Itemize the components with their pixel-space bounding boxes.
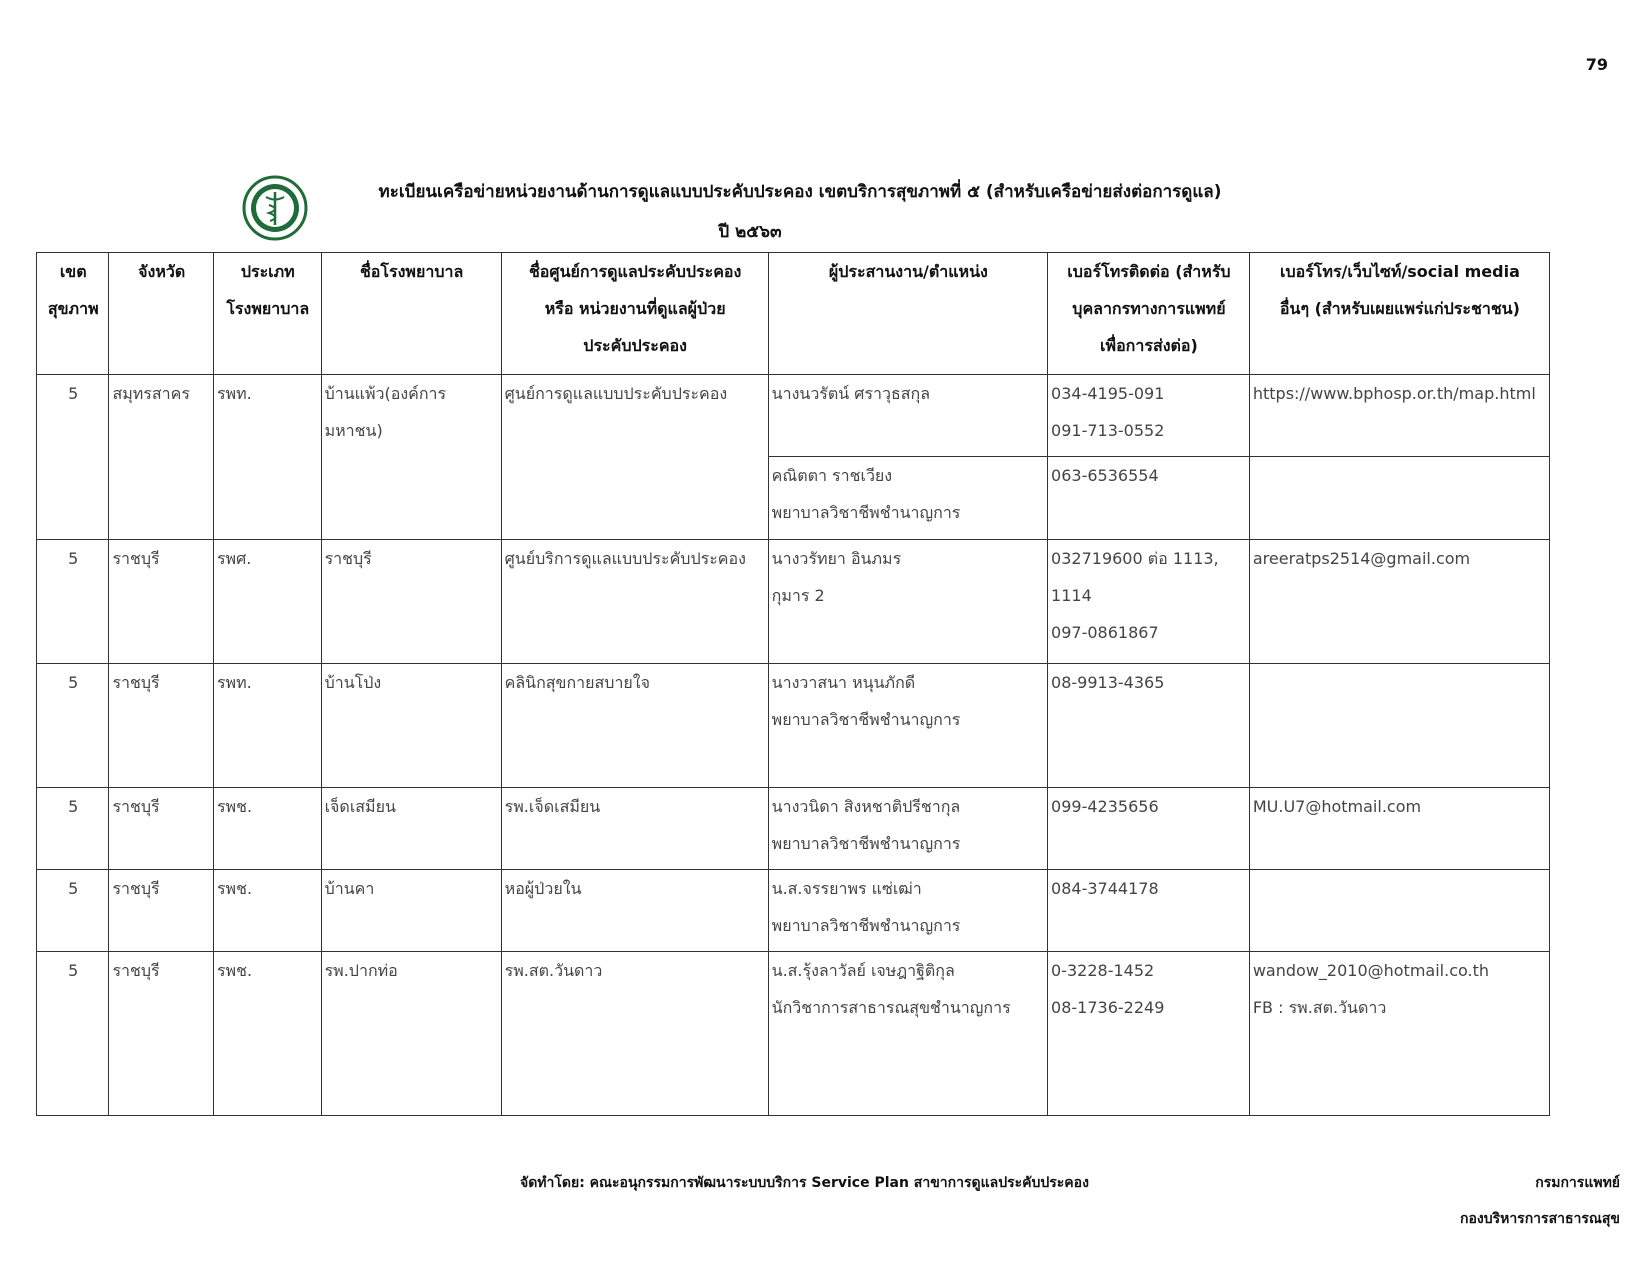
referral-phone-cell-line: 063-6536554 — [1051, 466, 1159, 485]
zone-cell-line: 5 — [68, 384, 79, 403]
hospital-type-cell-line: รพช. — [216, 879, 253, 898]
province-cell-line: ราชบุรี — [112, 961, 160, 980]
table-header-row — [37, 253, 1550, 375]
care-center-cell — [501, 540, 768, 664]
public-contact-line: wandow_2010@hotmail.co.th — [1252, 961, 1489, 980]
coordinator-cell — [768, 664, 1047, 788]
column-header-line: ชื่อศูนย์การดูแลประคับประคอง — [528, 262, 742, 281]
zone-cell-line: 5 — [68, 673, 79, 692]
hospital-type-cell-line: รพศ. — [216, 549, 252, 568]
column-header-line: ประเภท — [240, 262, 295, 281]
hospital-name-cell-line: บ้านคา — [324, 879, 375, 898]
hospital-name-cell — [321, 952, 501, 1116]
care-center-cell-line: คลินิกสุขกายสบายใจ — [504, 673, 650, 692]
column-header-line: เบอร์โทร/เว็บไซท์/social media — [1279, 262, 1520, 281]
column-header-line: สุขภาพ — [47, 299, 99, 318]
public-contact-cell — [1249, 375, 1549, 457]
hospital-name-cell — [321, 664, 501, 788]
care-center-cell — [501, 664, 768, 788]
column-header — [213, 253, 321, 375]
coordinator-cell-line: นางนวรัตน์ ศราวุธสกุล — [771, 384, 931, 403]
public-contact-cell — [1249, 540, 1549, 664]
column-header-line: หรือ หน่วยงานที่ดูแลผู้ป่วย — [544, 299, 726, 318]
coordinator-cell-line: นางวาสนา หนุนภักดี — [771, 673, 916, 692]
care-center-cell — [501, 952, 768, 1116]
ministry-seal-logo — [242, 175, 308, 241]
referral-phone-cell-line: 032719600 ต่อ 1113, — [1051, 549, 1219, 568]
column-header — [1048, 253, 1250, 375]
zone-cell — [37, 540, 109, 664]
coordinator-cell — [768, 870, 1047, 952]
province-cell-line: ราชบุรี — [112, 549, 160, 568]
referral-phone-cell-line: 091-713-0552 — [1051, 421, 1165, 440]
referral-phone-cell — [1048, 870, 1250, 952]
hospital-type-cell-line: รพท. — [216, 673, 252, 692]
hospital-type-cell — [213, 952, 321, 1116]
document-year: ปี ๒๕๖๓ — [718, 222, 782, 242]
zone-cell — [37, 664, 109, 788]
province-cell-line: ราชบุรี — [112, 673, 160, 692]
coordinator-cell — [768, 540, 1047, 664]
hospital-name-cell-line: มหาชน) — [324, 421, 383, 440]
referral-phone-cell — [1048, 664, 1250, 788]
hospital-type-cell-line: รพช. — [216, 961, 253, 980]
zone-cell-line: 5 — [68, 797, 79, 816]
coordinator-cell-line: พยาบาลวิชาชีพชำนาญการ — [771, 503, 961, 522]
care-center-cell — [501, 870, 768, 952]
column-header-line: จังหวัด — [138, 262, 186, 281]
page-number: 79 — [1585, 55, 1608, 74]
table-row — [37, 870, 1550, 952]
public-contact-line: FB : รพ.สต.วันดาว — [1252, 998, 1387, 1017]
column-header — [109, 253, 214, 375]
hospital-name-cell — [321, 375, 501, 540]
column-header — [768, 253, 1047, 375]
public-contact-cell — [1249, 952, 1549, 1116]
hospital-type-cell — [213, 375, 321, 540]
coordinator-cell-line: พยาบาลวิชาชีพชำนาญการ — [771, 710, 961, 729]
coordinator-cell-line: คณิตตา ราชเวียง — [771, 466, 893, 485]
referral-phone-cell-line: 08-9913-4365 — [1051, 673, 1165, 692]
care-center-cell-line: ศูนย์บริการดูแลแบบประคับประคอง — [504, 549, 746, 568]
coordinator-cell-line: นางวรัทยา อินภมร — [771, 549, 902, 568]
column-header-line: เขต — [59, 262, 87, 281]
referral-phone-cell-line: 084-3744178 — [1051, 879, 1159, 898]
column-header-line: ประคับประคอง — [583, 336, 687, 355]
hospital-type-cell — [213, 870, 321, 952]
referral-phone-cell — [1048, 375, 1250, 457]
referral-phone-cell — [1048, 952, 1250, 1116]
hospital-name-cell — [321, 870, 501, 952]
public-contact-cell — [1249, 870, 1549, 952]
hospital-name-cell-line: เจ็ดเสมียน — [324, 797, 396, 816]
column-header-line: เพื่อการส่งต่อ) — [1100, 336, 1198, 355]
table-row — [37, 375, 1550, 457]
coordinator-cell-line: น.ส.จรรยาพร แซ่เฒ่า — [771, 879, 922, 898]
table-row — [37, 540, 1550, 664]
referral-phone-cell-line: 08-1736-2249 — [1051, 998, 1165, 1017]
footer-division: กองบริหารการสาธารณสุข — [1459, 1211, 1620, 1227]
coordinator-cell-line: นักวิชาการสาธารณสุขชำนาญการ — [771, 998, 1011, 1017]
province-cell-line: สมุทรสาคร — [112, 384, 190, 403]
hospital-name-cell-line: บ้านโป่ง — [324, 673, 382, 692]
coordinator-cell-line: กุมาร 2 — [771, 586, 825, 605]
province-cell-line: ราชบุรี — [112, 797, 160, 816]
coordinator-cell-line: นางวนิดา สิงหชาติปรีชากุล — [771, 797, 961, 816]
footer-department: กรมการแพทย์ — [1535, 1175, 1620, 1191]
referral-phone-cell-line: 034-4195-091 — [1051, 384, 1165, 403]
referral-phone-cell — [1048, 457, 1250, 540]
footer-credit: จัดทำโดย: คณะอนุกรรมการพัฒนาระบบบริการ Service Plan สาขาการดูแลประคับประคอง — [520, 1175, 1089, 1191]
referral-phone-cell-line: 099-4235656 — [1051, 797, 1159, 816]
zone-cell — [37, 952, 109, 1116]
care-center-cell — [501, 375, 768, 540]
hospital-name-cell-line: ราชบุรี — [324, 549, 372, 568]
column-header-line: อื่นๆ (สำหรับเผยแพร่แก่ประชาชน) — [1279, 299, 1520, 318]
column-header-line: เบอร์โทรติดต่อ (สำหรับ — [1067, 262, 1231, 281]
hospital-name-cell — [321, 540, 501, 664]
coordinator-cell-line: พยาบาลวิชาชีพชำนาญการ — [771, 834, 961, 853]
hospital-type-cell — [213, 788, 321, 870]
public-contact-line: MU.U7@hotmail.com — [1252, 797, 1422, 816]
public-contact-cell — [1249, 664, 1549, 788]
referral-phone-cell-line: 097-0861867 — [1051, 623, 1159, 642]
table-row — [37, 788, 1550, 870]
care-center-cell-line: หอผู้ป่วยใน — [504, 879, 582, 898]
hospital-type-cell — [213, 540, 321, 664]
hospital-type-cell-line: รพช. — [216, 797, 253, 816]
table-body — [37, 375, 1550, 1116]
public-contact-line: https://www.bphosp.or.th/map.html — [1252, 384, 1536, 403]
document-title: ทะเบียนเครือข่ายหน่วยงานด้านการดูแลแบบประคับประคอง เขตบริการสุขภาพที่ ๕ (สำหรับเครือข่ายส่งต่อการดูแล) — [378, 182, 1222, 202]
public-contact-cell — [1249, 788, 1549, 870]
province-cell — [109, 540, 214, 664]
care-center-cell-line: รพ.เจ็ดเสมียน — [504, 797, 601, 816]
hospital-type-cell — [213, 664, 321, 788]
public-contact-line: areeratps2514@gmail.com — [1252, 549, 1471, 568]
zone-cell-line: 5 — [68, 879, 79, 898]
hospital-type-cell-line: รพท. — [216, 384, 252, 403]
coordinator-cell — [768, 788, 1047, 870]
referral-phone-cell-line: 1114 — [1051, 586, 1092, 605]
zone-cell — [37, 870, 109, 952]
column-header — [321, 253, 501, 375]
referral-phone-cell — [1048, 788, 1250, 870]
column-header — [37, 253, 109, 375]
coordinator-cell — [768, 952, 1047, 1116]
public-contact-cell — [1249, 457, 1549, 540]
zone-cell — [37, 375, 109, 540]
coordinator-cell — [768, 457, 1047, 540]
zone-cell-line: 5 — [68, 549, 79, 568]
registry-table — [36, 252, 1550, 1116]
table-row — [37, 664, 1550, 788]
province-cell-line: ราชบุรี — [112, 879, 160, 898]
care-center-cell-line: รพ.สต.วันดาว — [504, 961, 603, 980]
hospital-name-cell-line: บ้านแพ้ว(องค์การ — [324, 384, 447, 403]
table-row — [37, 952, 1550, 1116]
column-header — [501, 253, 768, 375]
referral-phone-cell — [1048, 540, 1250, 664]
coordinator-cell-line: พยาบาลวิชาชีพชำนาญการ — [771, 916, 961, 935]
zone-cell-line: 5 — [68, 961, 79, 980]
hospital-name-cell — [321, 788, 501, 870]
province-cell — [109, 788, 214, 870]
care-center-cell — [501, 788, 768, 870]
province-cell — [109, 664, 214, 788]
column-header-line: บุคลากรทางการแพทย์ — [1072, 299, 1226, 318]
column-header — [1249, 253, 1549, 375]
coordinator-cell-line: น.ส.รุ้งลาวัลย์ เจษฎาฐิติกุล — [771, 961, 955, 980]
column-header-line: ชื่อโรงพยาบาล — [359, 262, 464, 281]
care-center-cell-line: ศูนย์การดูแลแบบประคับประคอง — [504, 384, 728, 403]
zone-cell — [37, 788, 109, 870]
column-header-line: ผู้ประสานงาน/ตำแหน่ง — [828, 262, 988, 281]
province-cell — [109, 952, 214, 1116]
province-cell — [109, 870, 214, 952]
hospital-name-cell-line: รพ.ปากท่อ — [324, 961, 398, 980]
referral-phone-cell-line: 0-3228-1452 — [1051, 961, 1155, 980]
coordinator-cell — [768, 375, 1047, 457]
province-cell — [109, 375, 214, 540]
column-header-line: โรงพยาบาล — [226, 299, 310, 318]
